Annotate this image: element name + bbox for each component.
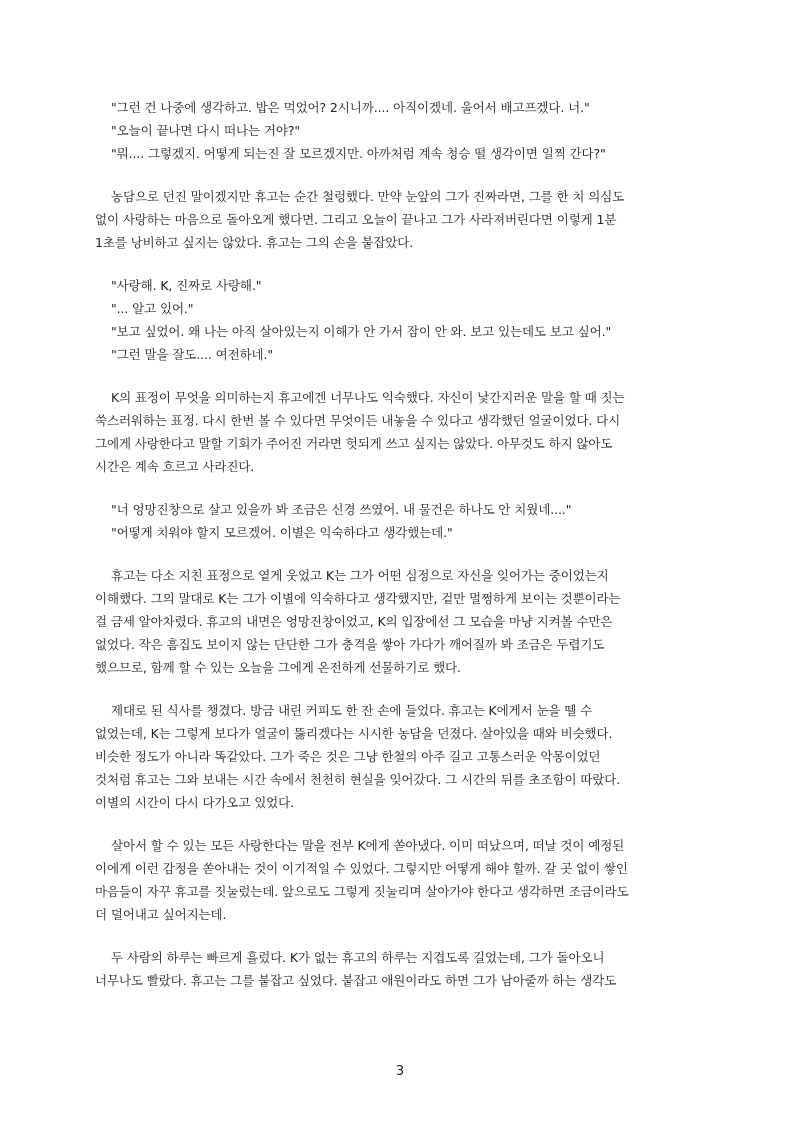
dialogue-line: "어떻게 치워야 할지 모르겠어. 이별은 익숙하다고 생각했는데." <box>111 525 453 540</box>
paragraph-line: 제대로 된 식사를 챙겼다. 방금 내린 커피도 한 잔 손에 들었다. 휴고는 K에게서 눈을 뗄 수 <box>111 703 593 718</box>
paragraph-gap <box>95 254 695 274</box>
dialogue-line: "너 엉망진창으로 살고 있을까 봐 조금은 신경 쓰였어. 내 물건은 하나도 안 치웠네...." <box>111 502 572 517</box>
paragraph-gap <box>95 814 695 834</box>
dialogue-line: "오늘이 끝나면 다시 떠나는 거야?" <box>111 123 301 138</box>
paragraph-line: 1초를 낭비하고 싶지는 않았다. 휴고는 그의 손을 붙잡았다. <box>95 235 414 250</box>
paragraph-gap <box>95 165 695 185</box>
dialogue-block <box>95 96 695 165</box>
dialogue-block <box>95 498 695 544</box>
narrative-paragraph <box>95 386 695 478</box>
paragraph-line: 너무나도 빨랐다. 휴고는 그를 붙잡고 싶었다. 붙잡고 애원이라도 하면 그가 남아줄까 하는 생각도 <box>95 973 617 988</box>
paragraph-gap <box>95 366 695 386</box>
dialogue-line: "... 알고 있어." <box>111 301 194 316</box>
narrative-paragraph <box>95 699 695 814</box>
narrative-paragraph <box>95 834 695 926</box>
paragraph-line: 마음들이 자꾸 휴고를 짓눌렀는데. 앞으로도 그렇게 짓눌리며 살아가야 한다고 생각하면 조금이라도 <box>95 884 629 899</box>
paragraph-line: 비슷한 정도가 아니라 똑같았다. 그가 죽은 것은 그냥 한철의 아주 길고 고통스러운 악몽이었던 <box>95 749 601 764</box>
paragraph-line: 없었는데, K는 그렇게 보다가 얼굴이 뚫리겠다는 시시한 농담을 던졌다. 살아있을 때와 비슷했다. <box>95 726 613 741</box>
narrative-paragraph <box>95 564 695 679</box>
dialogue-block <box>95 274 695 366</box>
paragraph-line: 두 사람의 하루는 빠르게 흘렀다. K가 없는 휴고의 하루는 지겹도록 길었는데, 그가 돌아오니 <box>111 950 605 965</box>
paragraph-line: 것처럼 휴고는 그와 보내는 시간 속에서 천천히 현실을 잊어갔다. 그 시간의 뒤를 초조함이 따랐다. <box>95 772 621 787</box>
paragraph-line: K의 표정이 무엇을 의미하는지 휴고에겐 너무나도 익숙했다. 자신이 낯간지러운 말을 할 때 짓는 <box>111 390 625 405</box>
paragraph-line: 없었다. 작은 흠집도 보이지 않는 단단한 그가 충격을 쌓아 가다가 깨어질까 봐 조금은 두렵기도 <box>95 637 605 652</box>
dialogue-line: "사랑해. K, 진짜로 사랑해." <box>111 278 262 293</box>
dialogue-line: "그런 건 나중에 생각하고. 밥은 먹었어? 2시니까.... 아직이겠네. 울어서 배고프겠다. 너." <box>111 100 590 115</box>
paragraph-line: 농담으로 던진 말이겠지만 휴고는 순간 철렁했다. 만약 눈앞의 그가 진짜라면, 그를 한 치 의심도 <box>111 189 625 204</box>
paragraph-line: 휴고는 다소 지친 표정으로 옅게 웃었고 K는 그가 어떤 심정으로 자신을 잊어가는 중이었는지 <box>111 568 609 583</box>
paragraph-line: 했으므로, 함께 할 수 있는 오늘을 그에게 온전하게 선물하기로 했다. <box>95 660 461 675</box>
paragraph-line: 없이 사랑하는 마음으로 돌아오게 했다면. 그리고 오늘이 끝나고 그가 사라져버린다면 이렇게 1분 <box>95 212 617 227</box>
paragraph-line: 더 덜어내고 싶어지는데. <box>95 907 227 922</box>
paragraph-line: 이별의 시간이 다시 다가오고 있었다. <box>95 795 294 810</box>
paragraph-gap <box>95 679 695 699</box>
paragraph-line: 이에게 이런 감정을 쏟아내는 것이 이기적일 수 있었다. 그렇지만 어떻게 해야 할까. 갈 곳 없이 쌓인 <box>95 861 628 876</box>
narrative-paragraph <box>95 946 695 992</box>
paragraph-line: 걸 금세 알아차렸다. 휴고의 내면은 엉망진창이었고, K의 입장에선 그 모습을 마냥 지켜볼 수만은 <box>95 614 613 629</box>
dialogue-line: "보고 싶었어. 왜 나는 아직 살아있는지 이해가 안 가서 잠이 안 와. 보고 있는데도 보고 싶어." <box>111 324 612 339</box>
page-number: 3 <box>395 1064 405 1079</box>
dialogue-line: "뭐.... 그렇겠지. 어떻게 되는진 잘 모르겠지만. 아까처럼 계속 청승 떨 생각이면 일찍 간다?" <box>111 146 606 161</box>
paragraph-line: 그에게 사랑한다고 말할 기회가 주어진 거라면 헛되게 쓰고 싶지는 않았다. 아무것도 하지 않아도 <box>95 436 613 451</box>
paragraph-line: 이해했다. 그의 말대로 K는 그가 이별에 익숙하다고 생각했지만, 겉만 멀쩡하게 보이는 것뿐이라는 <box>95 591 621 606</box>
page-body <box>95 96 695 992</box>
paragraph-line: 살아서 할 수 있는 모든 사랑한다는 말을 전부 K에게 쏟아냈다. 이미 떠났으며, 떠날 것이 예정된 <box>111 838 625 853</box>
narrative-paragraph <box>95 185 695 254</box>
paragraph-line: 쑥스러워하는 표정. 다시 한번 볼 수 있다면 무엇이든 내놓을 수 있다고 생각했던 얼굴이었다. 다시 <box>95 413 621 428</box>
paragraph-gap <box>95 926 695 946</box>
dialogue-line: "그런 말을 잘도.... 여전하네." <box>111 347 274 362</box>
paragraph-gap <box>95 544 695 564</box>
paragraph-gap <box>95 478 695 498</box>
paragraph-line: 시간은 계속 흐르고 사라진다. <box>95 459 255 474</box>
